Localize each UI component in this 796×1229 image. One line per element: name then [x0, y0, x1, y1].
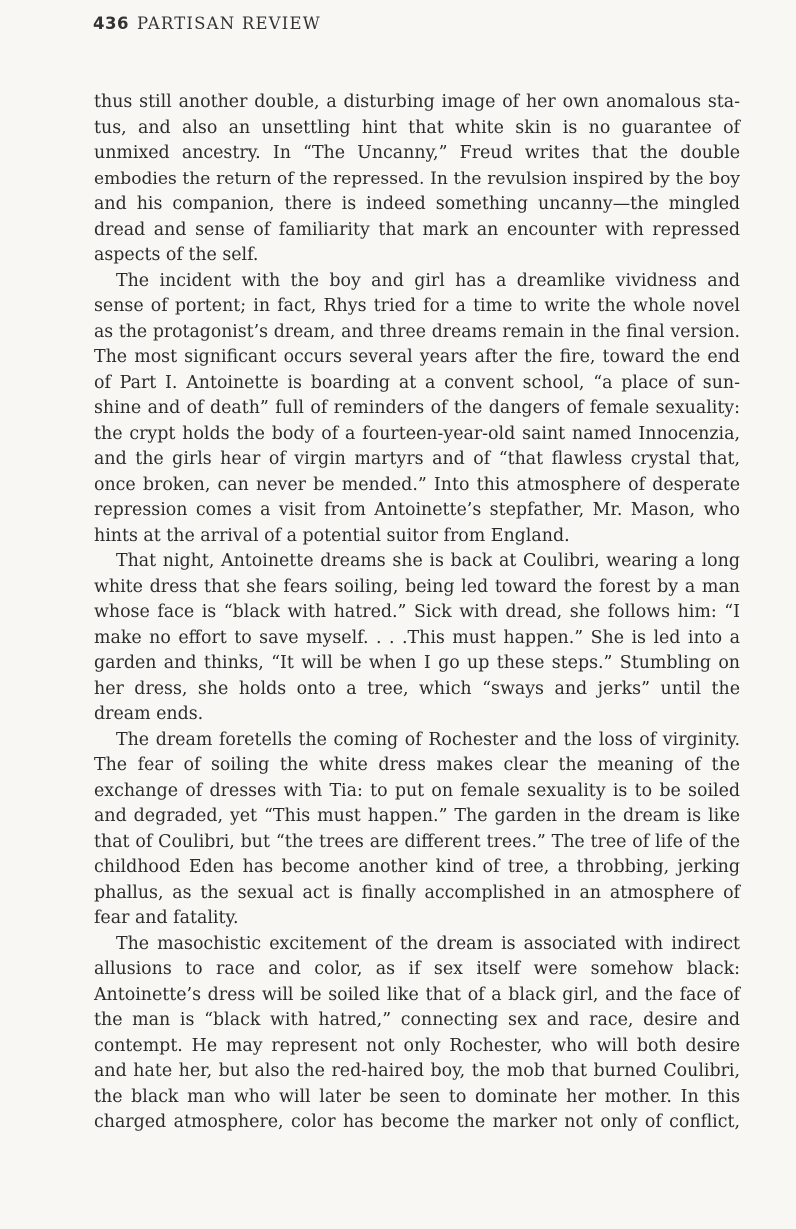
text-line: allusions to race and color, as if sex itself were somehow black: [94, 959, 740, 979]
text-line: as the protagonist’s dream, and three dreams remain in the final version. [94, 321, 740, 342]
text-line: and the girls hear of virgin martyrs and of “that flawless crystal that, [94, 449, 740, 469]
text-line: tus, and also an unsettling hint that white skin is no guarantee of [94, 117, 740, 138]
text-line: and hate her, but also the red-haired boy, the mob that burned Coulibri, [94, 1061, 740, 1081]
text-line: charged atmosphere, color has become the marker not only of conflict, [94, 1112, 740, 1132]
text-line: childhood Eden has become another kind of tree, a throbbing, jerking [94, 857, 740, 877]
text-line: The incident with the boy and girl has a dreamlike vividness and [116, 270, 740, 291]
text-line: her dress, she holds onto a tree, which “sways and jerks” until the [94, 678, 740, 699]
text-line: whose face is “black with hatred.” Sick with dread, she follows him: “I [94, 602, 740, 622]
text-line: The dream foretells the coming of Rochester and the loss of virginity. [116, 729, 740, 750]
page-number: 436 [93, 14, 129, 33]
text-line: That night, Antoinette dreams she is back at Coulibri, wearing a long [116, 551, 740, 571]
text-line: the black man who will later be seen to dominate her mother. In this [94, 1086, 740, 1107]
text-line: Antoinette’s dress will be soiled like that of a black girl, and the face of [94, 984, 740, 1005]
text-line: shine and of death” full of reminders of the dangers of female sexuality: [94, 398, 740, 418]
text-line: embodies the return of the repressed. In the revulsion inspired by the boy [94, 168, 740, 189]
journal-title: PARTISAN REVIEW [136, 14, 321, 33]
text-line: dream ends. [94, 704, 204, 724]
text-line: the man is “black with hatred,” connecting sex and race, desire and [94, 1010, 740, 1030]
text-line: of Part I. Antoinette is boarding at a convent school, “a place of sun- [94, 372, 740, 393]
text-line: once broken, can never be mended.” Into this atmosphere of desperate [94, 474, 740, 495]
text-line: dread and sense of familiarity that mark an encounter with repressed [94, 219, 740, 240]
text-line: white dress that she fears soiling, being led toward the forest by a man [94, 576, 740, 597]
text-line: contempt. He may represent not only Rochester, who will both desire [94, 1035, 740, 1056]
text-line: and his companion, there is indeed something uncanny—the mingled [94, 194, 740, 214]
text-line: garden and thinks, “It will be when I go up these steps.” Stumbling on [94, 653, 740, 673]
text-line: exchange of dresses with Tia: to put on female sexuality is to be soiled [94, 780, 740, 801]
text-line: and degraded, yet “This must happen.” The garden in the dream is like [94, 806, 740, 826]
text-line: repression comes a visit from Antoinette’s stepfather, Mr. Mason, who [94, 500, 740, 520]
body-text [94, 90, 740, 1136]
text-line: thus still another double, a disturbing image of her own anomalous sta- [94, 92, 740, 112]
text-line: aspects of the self. [94, 245, 259, 265]
text-line: phallus, as the sexual act is finally accomplished in an atmosphere of [94, 882, 740, 903]
text-line: the crypt holds the body of a fourteen-year-old saint named Innocenzia, [94, 423, 740, 444]
text-line: fear and fatality. [94, 908, 239, 928]
text-line: The masochistic excitement of the dream is associated with indirect [116, 933, 740, 954]
text-line: that of Coulibri, but “the trees are different trees.” The tree of life of the [94, 831, 740, 852]
text-line: The fear of soiling the white dress makes clear the meaning of the [94, 755, 740, 775]
text-line: sense of portent; in fact, Rhys tried for a time to write the whole novel [94, 296, 740, 316]
running-head [93, 14, 321, 33]
text-line: The most significant occurs several years after the fire, toward the end [94, 347, 740, 367]
text-line: hints at the arrival of a potential suitor from England. [94, 525, 570, 546]
text-line: unmixed ancestry. In “The Uncanny,” Freud writes that the double [94, 143, 740, 163]
text-line: make no effort to save myself. . . .This must happen.” She is led into a [94, 627, 740, 648]
